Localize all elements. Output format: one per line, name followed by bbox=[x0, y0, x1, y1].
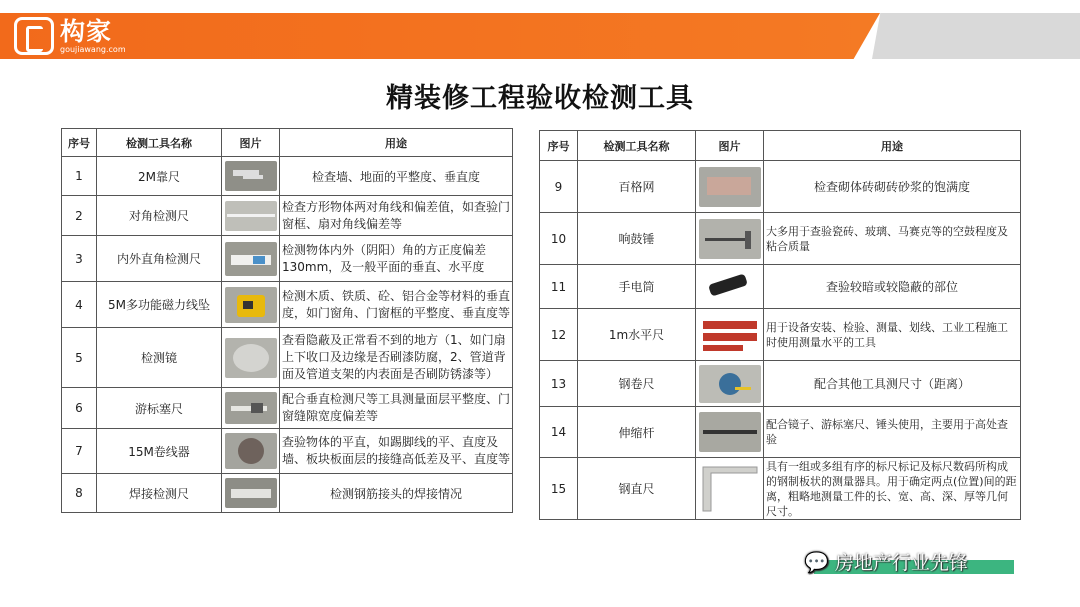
table-row bbox=[540, 213, 1021, 265]
tool-usage: 配合其他工具测尺寸（距离） bbox=[764, 361, 1021, 407]
row-index: 2 bbox=[62, 196, 97, 236]
tool-name: 15M卷线器 bbox=[97, 429, 222, 474]
row-index: 8 bbox=[62, 474, 97, 513]
tool-image bbox=[696, 161, 764, 213]
hammer-icon bbox=[699, 219, 761, 259]
table-row bbox=[540, 407, 1021, 458]
tool-usage: 用于设备安装、检验、测量、划线、工业工程施工时使用测量水平的工具 bbox=[764, 309, 1021, 361]
tool-usage: 查验较暗或较隐蔽的部位 bbox=[764, 265, 1021, 309]
tool-usage: 配合垂直检测尺等工具测量面层平整度、门窗缝隙宽度偏差等 bbox=[280, 388, 513, 429]
tool-image bbox=[222, 157, 280, 196]
tools-table-left bbox=[61, 128, 513, 513]
header-usage: 用途 bbox=[764, 131, 1021, 161]
tool-usage: 具有一组或多组有序的标尺标记及标尺数码所构成的钢制板状的测量器具。用于确定两点(位置)间的距离，粗略地测量工件的长、宽、高、深、厚等几何尺寸。 bbox=[764, 458, 1021, 520]
flashlight-icon bbox=[699, 269, 761, 305]
header-usage: 用途 bbox=[280, 129, 513, 157]
tool-name: 游标塞尺 bbox=[97, 388, 222, 429]
tool-image bbox=[696, 309, 764, 361]
line-reel-icon bbox=[225, 433, 277, 469]
row-index: 15 bbox=[540, 458, 578, 520]
table-row bbox=[540, 458, 1021, 520]
steel-square-ruler-icon bbox=[699, 463, 761, 515]
ruler-2m-icon bbox=[225, 161, 277, 191]
tool-usage: 配合镜子、游标塞尺、锤头使用，主要用于高处查验 bbox=[764, 407, 1021, 458]
weld-gauge-icon bbox=[225, 478, 277, 508]
plumb-line-icon bbox=[225, 287, 277, 323]
table-row bbox=[62, 474, 513, 513]
tool-usage: 检测物体内外（阴阳）角的方正度偏差130mm，及一般平面的垂直、水平度 bbox=[280, 236, 513, 282]
tool-image bbox=[696, 458, 764, 520]
table-header-row bbox=[540, 131, 1021, 161]
tool-image bbox=[222, 282, 280, 328]
table-row bbox=[540, 265, 1021, 309]
page-title: 精装修工程验收检测工具 bbox=[386, 83, 694, 114]
tool-usage: 大多用于查验瓷砖、玻璃、马赛克等的空鼓程度及粘合质量 bbox=[764, 213, 1021, 265]
feeler-gauge-icon bbox=[225, 392, 277, 424]
tool-name: 手电筒 bbox=[578, 265, 696, 309]
tool-usage: 检查墙、地面的平整度、垂直度 bbox=[280, 157, 513, 196]
tool-usage: 检测钢筋接头的焊接情况 bbox=[280, 474, 513, 513]
brand-logo[interactable] bbox=[14, 17, 126, 55]
row-index: 4 bbox=[62, 282, 97, 328]
table-row bbox=[62, 328, 513, 388]
tool-usage: 查验物体的平直，如踢脚线的平、直度及墙、板块板面层的接缝高低差及平、直度等 bbox=[280, 429, 513, 474]
table-header-row bbox=[62, 129, 513, 157]
tool-image bbox=[696, 265, 764, 309]
tool-image bbox=[696, 361, 764, 407]
tool-name: 检测镜 bbox=[97, 328, 222, 388]
tool-usage: 检查砌体砖砌砖砂浆的饱满度 bbox=[764, 161, 1021, 213]
tool-name: 响鼓锤 bbox=[578, 213, 696, 265]
table-row bbox=[62, 196, 513, 236]
header-orange-band bbox=[0, 13, 880, 59]
tool-name: 1m水平尺 bbox=[578, 309, 696, 361]
table-row bbox=[540, 361, 1021, 407]
brand-name: 构家 bbox=[60, 16, 113, 46]
tool-name: 伸缩杆 bbox=[578, 407, 696, 458]
tool-image bbox=[222, 236, 280, 282]
header-name: 检测工具名称 bbox=[578, 131, 696, 161]
table-row bbox=[62, 429, 513, 474]
table-row bbox=[62, 282, 513, 328]
header-image: 图片 bbox=[222, 129, 280, 157]
row-index: 14 bbox=[540, 407, 578, 458]
table-row bbox=[62, 236, 513, 282]
row-index: 5 bbox=[62, 328, 97, 388]
tape-measure-icon bbox=[699, 365, 761, 403]
row-index: 6 bbox=[62, 388, 97, 429]
table-row bbox=[62, 157, 513, 196]
table-row bbox=[62, 388, 513, 429]
tool-name: 对角检测尺 bbox=[97, 196, 222, 236]
tool-image bbox=[222, 429, 280, 474]
row-index: 9 bbox=[540, 161, 578, 213]
row-index: 7 bbox=[62, 429, 97, 474]
header-index: 序号 bbox=[540, 131, 578, 161]
grid-net-icon bbox=[699, 167, 761, 207]
row-index: 3 bbox=[62, 236, 97, 282]
row-index: 1 bbox=[62, 157, 97, 196]
table-row bbox=[540, 161, 1021, 213]
diagonal-ruler-icon bbox=[225, 201, 277, 231]
tool-name: 钢直尺 bbox=[578, 458, 696, 520]
tool-name: 钢卷尺 bbox=[578, 361, 696, 407]
table-row bbox=[540, 309, 1021, 361]
header-image: 图片 bbox=[696, 131, 764, 161]
tool-name: 内外直角检测尺 bbox=[97, 236, 222, 282]
tool-image bbox=[222, 474, 280, 513]
tool-image bbox=[696, 407, 764, 458]
tool-name: 2M靠尺 bbox=[97, 157, 222, 196]
row-index: 12 bbox=[540, 309, 578, 361]
tool-image bbox=[222, 196, 280, 236]
row-index: 13 bbox=[540, 361, 578, 407]
tool-image bbox=[696, 213, 764, 265]
telescopic-pole-icon bbox=[699, 412, 761, 452]
tool-usage: 检测木质、铁质、砼、铝合金等材料的垂直度，如门窗角、门窗框的平整度、垂直度等 bbox=[280, 282, 513, 328]
header-banner bbox=[0, 13, 1080, 59]
tool-image bbox=[222, 328, 280, 388]
logo-icon bbox=[14, 17, 54, 55]
wechat-icon: 💬 bbox=[804, 549, 829, 574]
tool-name: 百格网 bbox=[578, 161, 696, 213]
row-index: 10 bbox=[540, 213, 578, 265]
tool-usage: 检查方形物体两对角线和偏差值，如查验门窗框、扇对角线偏差等 bbox=[280, 196, 513, 236]
tool-name: 焊接检测尺 bbox=[97, 474, 222, 513]
tool-image bbox=[222, 388, 280, 429]
tool-name: 5M多功能磁力线坠 bbox=[97, 282, 222, 328]
tool-usage: 查看隐蔽及正常看不到的地方（1、如门扇上下收口及边缘是否刷漆防腐，2、管道背面及管道支架的内表面是否刷防锈漆等） bbox=[280, 328, 513, 388]
square-ruler-icon bbox=[225, 242, 277, 276]
header-gray-band bbox=[872, 13, 1080, 59]
brand-url: goujiawang.com bbox=[60, 44, 126, 54]
tools-table-right bbox=[539, 130, 1021, 520]
header-name: 检测工具名称 bbox=[97, 129, 222, 157]
watermark bbox=[804, 548, 968, 575]
inspection-mirror-icon bbox=[225, 338, 277, 378]
row-index: 11 bbox=[540, 265, 578, 309]
header-index: 序号 bbox=[62, 129, 97, 157]
watermark-text: 房地产行业先锋 bbox=[834, 552, 968, 574]
spirit-level-icon bbox=[699, 315, 761, 355]
